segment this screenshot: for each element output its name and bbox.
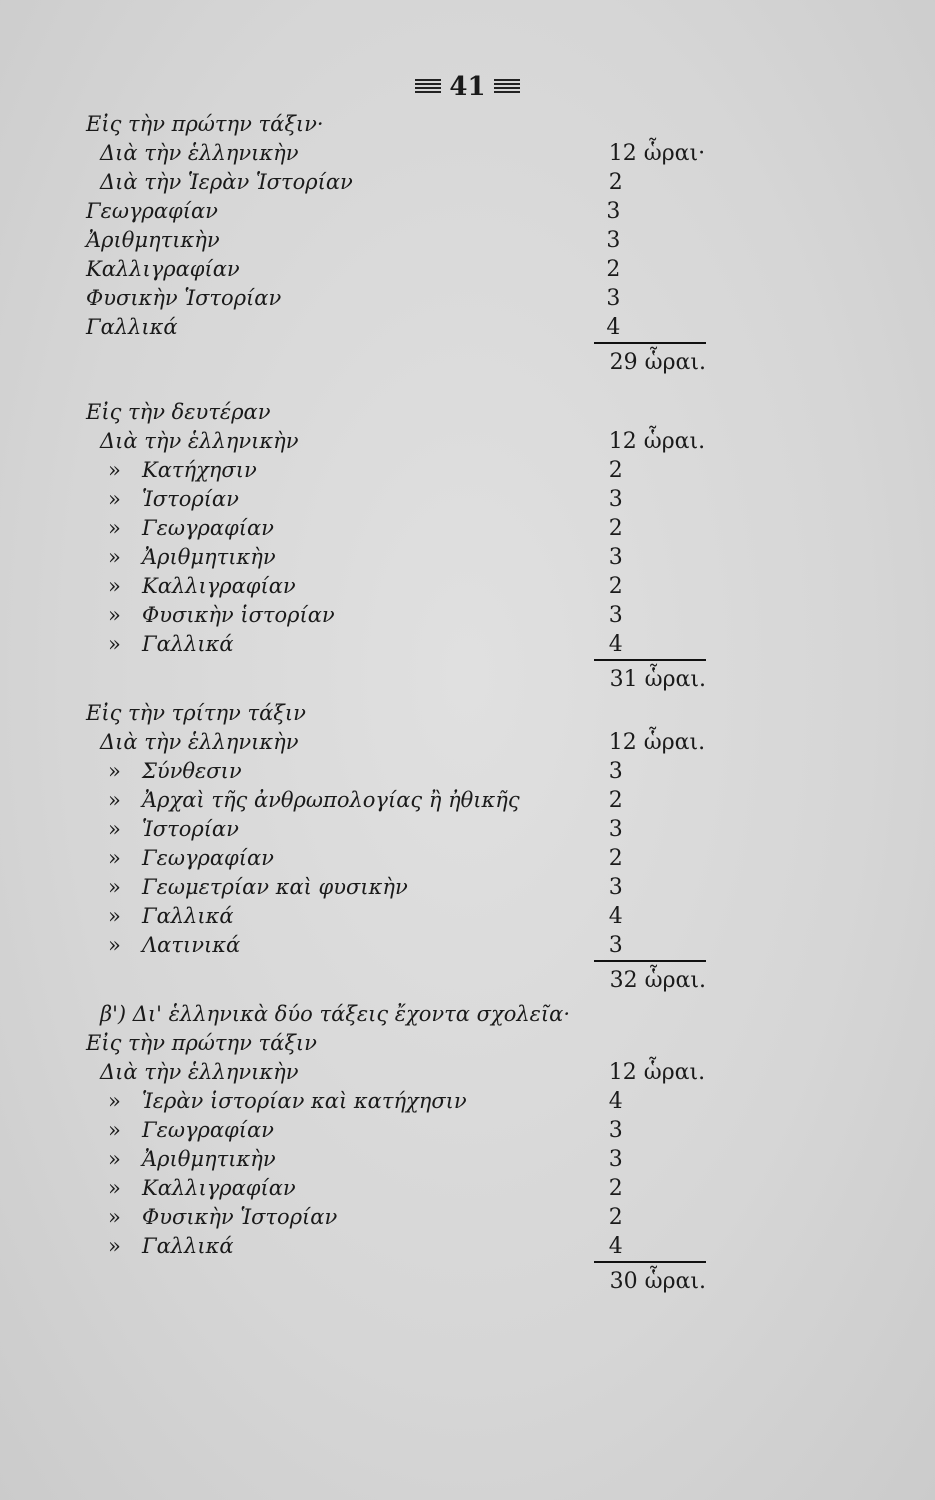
ditto-mark: » xyxy=(108,1089,121,1113)
subject-label: Διὰ τὴν ἑλληνικὴν xyxy=(100,1060,299,1084)
table-row xyxy=(86,514,716,543)
ornament-right-icon xyxy=(494,79,520,95)
hours-value: 3 xyxy=(608,1147,623,1172)
subject-label: Διὰ τὴν ἑλληνικὴν xyxy=(100,141,299,165)
hours-value: 12 ὧραι. xyxy=(608,429,706,454)
ditto-mark: » xyxy=(108,545,121,569)
table-row xyxy=(86,427,716,456)
subject-label: Κατήχησιν xyxy=(142,458,257,482)
hours-value: 4 xyxy=(608,1234,623,1259)
subject-label: Ἱστορίαν xyxy=(142,487,239,511)
table-row xyxy=(86,255,716,284)
hours-value: 3 xyxy=(606,199,621,224)
ditto-mark: » xyxy=(108,1147,121,1171)
page-header xyxy=(0,72,935,106)
section-title: Εἰς τὴν τρίτην τάξιν xyxy=(86,701,306,725)
table-row xyxy=(86,313,716,342)
page-content xyxy=(86,110,716,1295)
ditto-mark: » xyxy=(108,788,121,812)
subject-label: Διὰ τὴν ἑλληνικὴν xyxy=(100,730,299,754)
total-value: 30 ὧραι. xyxy=(594,1261,706,1295)
hours-value: 2 xyxy=(608,574,623,599)
ditto-mark: » xyxy=(108,1118,121,1142)
total-value: 29 ὧραι. xyxy=(594,342,706,376)
subject-label: Φυσικὴν Ἱστορίαν xyxy=(142,1205,338,1229)
subject-label: Διὰ τὴν ἑλληνικὴν xyxy=(100,429,299,453)
hours-value: 2 xyxy=(608,846,623,871)
table-row xyxy=(86,1232,716,1261)
subject-label: Γαλλικά xyxy=(86,315,178,339)
total-row xyxy=(86,342,716,376)
hours-value: 3 xyxy=(608,933,623,958)
ditto-mark: » xyxy=(108,817,121,841)
subject-label: Ἀριθμητικὴν xyxy=(142,545,276,569)
hours-value: 2 xyxy=(606,257,621,282)
table-row xyxy=(86,1058,716,1087)
hours-value: 2 xyxy=(608,788,623,813)
hours-value: 2 xyxy=(608,516,623,541)
table-row xyxy=(86,815,716,844)
subject-label: Γεωγραφίαν xyxy=(142,846,274,870)
table-row xyxy=(86,456,716,485)
section-third-class xyxy=(86,699,716,994)
hours-value: 2 xyxy=(608,458,623,483)
ditto-mark: » xyxy=(108,487,121,511)
table-row xyxy=(86,168,716,197)
subject-label: Ἱστορίαν xyxy=(142,817,239,841)
subject-label: Γαλλικά xyxy=(142,904,234,928)
table-row xyxy=(86,543,716,572)
table-row xyxy=(86,1203,716,1232)
hours-value: 3 xyxy=(608,1118,623,1143)
subject-label: Φυσικὴν Ἱστορίαν xyxy=(86,286,282,310)
table-row xyxy=(86,1145,716,1174)
subject-label: Καλλιγραφίαν xyxy=(86,257,240,281)
subject-label: Καλλιγραφίαν xyxy=(142,1176,296,1200)
table-row xyxy=(86,873,716,902)
table-row xyxy=(86,572,716,601)
table-row xyxy=(86,139,716,168)
ditto-mark: » xyxy=(108,1205,121,1229)
table-row xyxy=(86,757,716,786)
subject-label: Λατινικά xyxy=(142,933,241,957)
hours-value: 2 xyxy=(608,1205,623,1230)
hours-value: 3 xyxy=(608,603,623,628)
page-number: 41 xyxy=(449,72,486,102)
subject-label: Γεωγραφίαν xyxy=(142,516,274,540)
hours-value: 12 ὧραι. xyxy=(608,1060,706,1085)
section-second-class xyxy=(86,398,716,693)
hours-value: 3 xyxy=(606,228,621,253)
section-title: Εἰς τὴν δευτέραν xyxy=(86,400,271,424)
hours-value: 2 xyxy=(608,1176,623,1201)
hours-value: 12 ὧραι. xyxy=(608,730,706,755)
table-row xyxy=(86,226,716,255)
ditto-mark: » xyxy=(108,933,121,957)
ditto-mark: » xyxy=(108,1176,121,1200)
hours-value: 3 xyxy=(608,487,623,512)
ditto-mark: » xyxy=(108,904,121,928)
table-row xyxy=(86,728,716,757)
subject-label: Καλλιγραφίαν xyxy=(142,574,296,598)
section-title: Εἰς τὴν πρώτην τάξιν xyxy=(86,1031,317,1055)
table-row xyxy=(86,601,716,630)
ditto-mark: » xyxy=(108,603,121,627)
ditto-mark: » xyxy=(108,1234,121,1258)
table-row xyxy=(86,197,716,226)
hours-value: 3 xyxy=(608,545,623,570)
table-row xyxy=(86,630,716,659)
total-row xyxy=(86,659,716,693)
hours-value: 3 xyxy=(608,875,623,900)
table-row xyxy=(86,1116,716,1145)
hours-value: 3 xyxy=(608,759,623,784)
total-value: 32 ὧραι. xyxy=(594,960,706,994)
hours-value: 3 xyxy=(608,817,623,842)
part-b-heading: β') Δι' ἑλληνικὰ δύο τάξεις ἔχοντα σχολεῖα· xyxy=(100,1002,571,1026)
table-row xyxy=(86,931,716,960)
ditto-mark: » xyxy=(108,458,121,482)
section-part-b xyxy=(86,1000,716,1295)
ditto-mark: » xyxy=(108,574,121,598)
subject-label: Γαλλικά xyxy=(142,1234,234,1258)
subject-label: Γεωγραφίαν xyxy=(142,1118,274,1142)
ornament-left-icon xyxy=(415,79,441,95)
subject-label: Διὰ τὴν Ἱερὰν Ἱστορίαν xyxy=(100,170,353,194)
table-row xyxy=(86,284,716,313)
subject-label: Γεωμετρίαν καὶ φυσικὴν xyxy=(142,875,408,899)
table-row xyxy=(86,844,716,873)
hours-value: 12 ὧραι· xyxy=(608,141,706,166)
total-row xyxy=(86,960,716,994)
subject-label: Φυσικὴν ἱστορίαν xyxy=(142,603,335,627)
ditto-mark: » xyxy=(108,759,121,783)
section-title: Εἰς τὴν πρώτην τάξιν· xyxy=(86,112,324,136)
ditto-mark: » xyxy=(108,875,121,899)
subject-label: Γαλλικά xyxy=(142,632,234,656)
hours-value: 4 xyxy=(608,632,623,657)
section-first-class xyxy=(86,110,716,376)
table-row xyxy=(86,902,716,931)
table-row xyxy=(86,1174,716,1203)
table-row xyxy=(86,1087,716,1116)
subject-label: Ἀρχαὶ τῆς ἀνθρωπολογίας ἢ ἠθικῆς xyxy=(142,788,520,812)
ditto-mark: » xyxy=(108,516,121,540)
hours-value: 2 xyxy=(608,170,623,195)
hours-value: 4 xyxy=(606,315,621,340)
total-row xyxy=(86,1261,716,1295)
subject-label: Σύνθεσιν xyxy=(142,759,242,783)
hours-value: 4 xyxy=(608,904,623,929)
table-row xyxy=(86,485,716,514)
ditto-mark: » xyxy=(108,846,121,870)
hours-value: 3 xyxy=(606,286,621,311)
hours-value: 4 xyxy=(608,1089,623,1114)
ditto-mark: » xyxy=(108,632,121,656)
subject-label: Ἱερὰν ἱστορίαν καὶ κατήχησιν xyxy=(142,1089,467,1113)
subject-label: Ἀριθμητικὴν xyxy=(142,1147,276,1171)
subject-label: Ἀριθμητικὴν xyxy=(86,228,220,252)
total-value: 31 ὧραι. xyxy=(594,659,706,693)
table-row xyxy=(86,786,716,815)
subject-label: Γεωγραφίαν xyxy=(86,199,218,223)
